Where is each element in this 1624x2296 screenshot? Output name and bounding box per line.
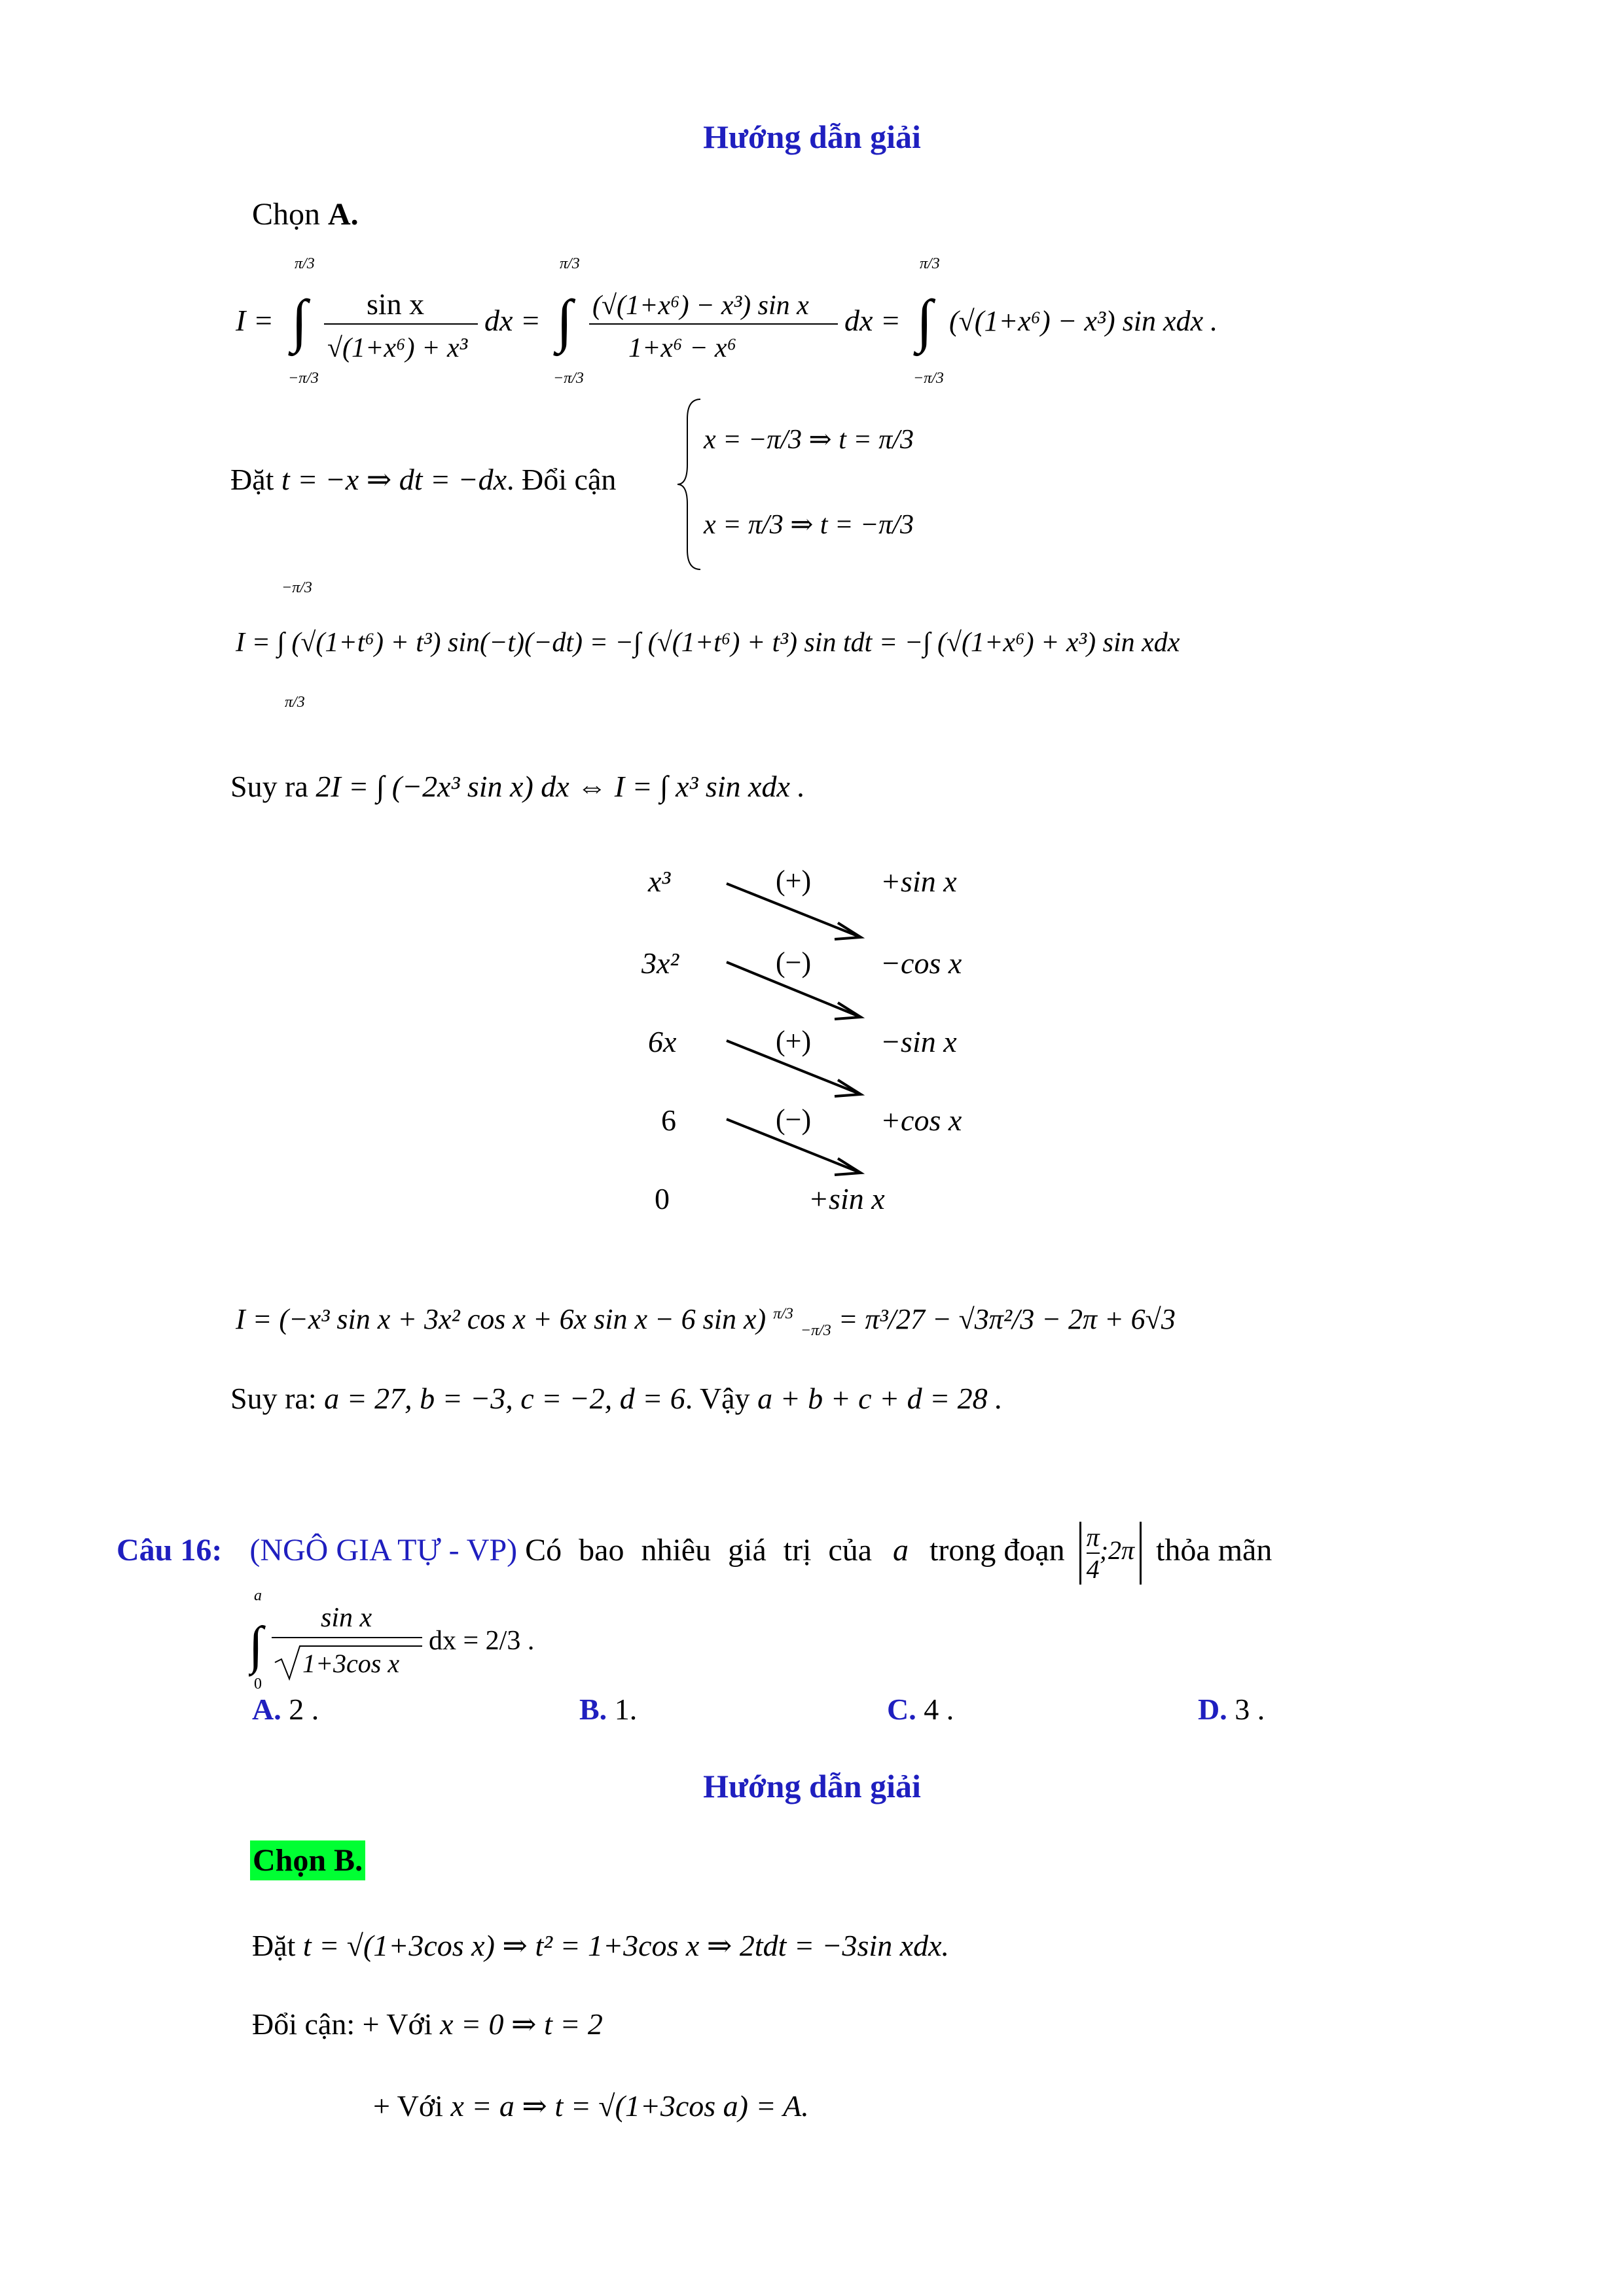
- interval-num: π: [1087, 1522, 1100, 1554]
- table-sign-2: (+): [776, 1025, 812, 1057]
- substitution-line: [230, 461, 616, 497]
- option-b[interactable]: [579, 1692, 637, 1727]
- upper-limit-2: π/3: [560, 255, 580, 272]
- eq-mid2: dx =: [844, 304, 901, 337]
- table-left-0: x³: [648, 865, 671, 898]
- frac2-num: (√(1+x⁶) − x³) sin x: [592, 291, 809, 321]
- frac2-den: 1+x⁶ − x⁶: [628, 333, 737, 363]
- table-right-0: +sin x: [880, 865, 957, 898]
- svg-text:∫: ∫: [916, 289, 933, 353]
- voi-line: [373, 2088, 809, 2123]
- q-integrand-num: sin x: [321, 1603, 372, 1633]
- option-a[interactable]: [252, 1692, 319, 1727]
- integration-table: [622, 864, 1015, 1257]
- voi-label: + Với: [373, 2089, 443, 2123]
- main-integral-equation: [229, 249, 1342, 393]
- frac1-num: sin x: [367, 287, 425, 321]
- lower-limit: −π/3: [288, 370, 319, 387]
- upper-limit: π/3: [295, 255, 315, 272]
- interval-rest: ;2π: [1099, 1535, 1135, 1566]
- table-right-3: +cos x: [880, 1103, 962, 1137]
- solution-heading: Hướng dẫn giải: [703, 118, 921, 155]
- svg-text:∫: ∫: [249, 1617, 263, 1674]
- dat-label: Đặt: [230, 463, 274, 496]
- sum-expr: a + b + c + d = 28 .: [757, 1382, 1003, 1415]
- table-left-4: 0: [655, 1182, 670, 1215]
- table-sign-1: (−): [776, 946, 812, 978]
- dat2-label: Đặt: [252, 1929, 296, 1962]
- eq-lhs: I =: [236, 304, 274, 337]
- upper-limit-3: π/3: [920, 255, 940, 272]
- change-of-limits-brace: [674, 393, 949, 576]
- option-d-letter: D.: [1198, 1693, 1227, 1726]
- dat2-expr: t = √(1+3cos x) ⇒ t² = 1+3cos x ⇒ 2tdt = −3sin xdx.: [302, 1929, 950, 1962]
- option-b-value: 1.: [614, 1693, 638, 1726]
- question-source: (NGÔ GIA TỰ - VP): [249, 1533, 518, 1568]
- table-sign-0: (+): [776, 865, 812, 897]
- option-b-letter: B.: [579, 1693, 607, 1726]
- result-rhs: = π³/27 − √3π²/3 − 2π + 6√3: [838, 1303, 1176, 1335]
- question-number: Câu 16:: [117, 1533, 223, 1568]
- suy-ra-expr: 2I = ∫ (−2x³ sin x) dx ⇔ I = ∫ x³ sin xdx .: [316, 770, 805, 803]
- table-right-2: −sin x: [880, 1025, 957, 1058]
- question-text3: thỏa mãn: [1156, 1533, 1272, 1568]
- lower-limit-3: −π/3: [913, 370, 944, 387]
- result-line: [236, 1302, 1176, 1340]
- table-right-1: −cos x: [880, 946, 962, 980]
- choose-b-line: [250, 1842, 365, 1878]
- question-16: [117, 1522, 1517, 1585]
- q-int-lower: 0: [254, 1676, 262, 1693]
- suy-ra-line-1: [230, 769, 805, 804]
- option-a-letter: A.: [252, 1693, 281, 1726]
- question-text2: trong đoạn: [929, 1533, 1065, 1568]
- eq2-text: I = ∫ (√(1+t⁶) + t³) sin(−t)(−dt) = −∫ (√(1+t⁶) + t³) sin tdt = −∫ (√(1+x⁶) + x³) sin xdx: [236, 628, 1180, 658]
- table-left-1: 3x²: [641, 946, 679, 980]
- question-text: Có bao nhiêu giá trị của: [525, 1533, 873, 1568]
- solution-heading-2: Hướng dẫn giải: [703, 1768, 921, 1804]
- choose-prefix: Chọn: [252, 197, 329, 232]
- lower-limit-2: −π/3: [553, 370, 584, 387]
- second-integral-equation: [229, 576, 1407, 720]
- suy-ra2-values: a = 27, b = −3, c = −2, d = 6: [324, 1382, 685, 1415]
- doi-can-expr: x = 0 ⇒ t = 2: [440, 2007, 603, 2041]
- q-int-upper: a: [254, 1587, 262, 1604]
- dat-expr: t = −x ⇒ dt = −dx: [281, 463, 507, 496]
- limit-case-2: x = π/3 ⇒ t = −π/3: [704, 510, 914, 540]
- eq2-upper1: −π/3: [281, 579, 312, 596]
- table-left-2: 6x: [648, 1025, 677, 1058]
- result-eval-lower: −π/3: [800, 1321, 831, 1339]
- q-integrand-den: 1+3cos x: [302, 1649, 400, 1678]
- result-eval-upper: π/3: [773, 1305, 793, 1323]
- limit-case-1: x = −π/3 ⇒ t = π/3: [704, 425, 914, 455]
- result-lhs: I = (−x³ sin x + 3x² cos x + 6x sin x − 6 sin x): [236, 1303, 767, 1335]
- question-integral: [249, 1584, 641, 1695]
- eq2-lower1: π/3: [285, 694, 305, 711]
- suy-ra2-label: Suy ra:: [230, 1382, 317, 1415]
- voi-expr: x = a ⇒ t = √(1+3cos a) = A.: [450, 2089, 809, 2123]
- dat-line-2: [252, 1928, 949, 1963]
- table-left-3: 6: [661, 1103, 676, 1137]
- option-d[interactable]: [1198, 1692, 1265, 1727]
- choose-b-highlight: Chọn B.: [250, 1840, 365, 1880]
- vay-label: . Vậy: [685, 1382, 750, 1415]
- q-rhs: dx = 2/3 .: [429, 1626, 535, 1656]
- eq-mid1: dx =: [484, 304, 541, 337]
- question-var: a: [893, 1533, 909, 1568]
- doi-can-line: [252, 2006, 603, 2041]
- option-d-value: 3 .: [1235, 1693, 1265, 1726]
- option-c-value: 4 .: [924, 1693, 954, 1726]
- suy-ra-line-2: [230, 1381, 1003, 1416]
- eq-rhs: (√(1+x⁶) − x³) sin xdx .: [949, 305, 1218, 337]
- choose-answer-line: [252, 196, 359, 232]
- option-a-value: 2 .: [289, 1693, 319, 1726]
- option-c-letter: C.: [887, 1693, 916, 1726]
- svg-text:∫: ∫: [291, 289, 308, 353]
- choose-answer: A.: [328, 197, 359, 232]
- doi-can-label: . Đổi cận: [507, 463, 617, 496]
- table-right-4: +sin x: [808, 1182, 885, 1215]
- suy-ra-label: Suy ra: [230, 770, 308, 803]
- doi-can-label-2: Đổi cận: + Với: [252, 2007, 433, 2041]
- interval-den: 4: [1086, 1554, 1100, 1584]
- svg-text:∫: ∫: [556, 289, 573, 353]
- table-sign-3: (−): [776, 1103, 812, 1136]
- frac1-den: √(1+x⁶) + x³: [327, 333, 468, 363]
- option-c[interactable]: [887, 1692, 954, 1727]
- question-interval: [1079, 1522, 1142, 1585]
